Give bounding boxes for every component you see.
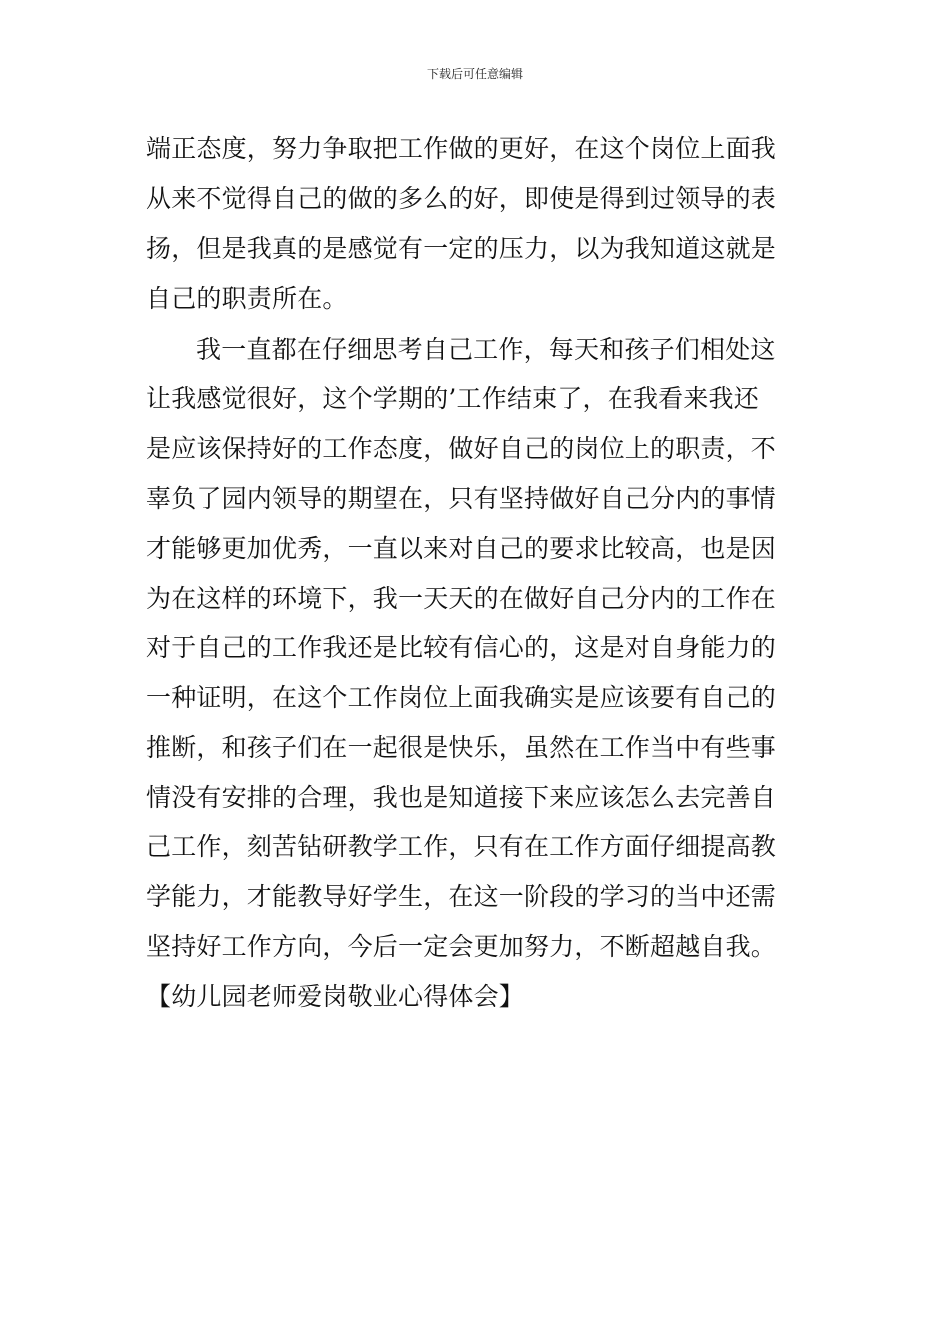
text-line: 才能够更加优秀，一直以来对自己的要求比较高，也是因 xyxy=(146,534,777,563)
text-line: 对于自己的工作我还是比较有信心的，这是对自身能力的 xyxy=(146,633,777,662)
text-line: 为在这样的环境下，我一天天的在做好自己分内的工作在 xyxy=(146,584,777,613)
text-line: 学能力，才能教导好学生，在这一阶段的学习的当中还需 xyxy=(146,882,777,911)
text-line: 是应该保持好的工作态度，做好自己的岗位上的职责，不 xyxy=(146,434,777,463)
text-line: 推断，和孩子们在一起很是快乐，虽然在工作当中有些事 xyxy=(146,733,777,762)
text-line: 一种证明，在这个工作岗位上面我确实是应该要有自己的 xyxy=(146,683,777,712)
text-line: 端正态度，努力争取把工作做的更好，在这个岗位上面我 xyxy=(146,134,777,163)
page-header: 下载后可任意编辑 xyxy=(426,67,523,81)
section-title: 【幼儿园老师爱岗敬业心得体会】 xyxy=(146,982,525,1011)
text-line: 己工作，刻苦钻研教学工作，只有在工作方面仔细提高教 xyxy=(146,832,777,861)
paragraph-first-line: 我一直都在仔细思考自己工作，每天和孩子们相处这 xyxy=(196,335,776,364)
text-line: 从来不觉得自己的做的多么的好，即使是得到过领导的表 xyxy=(146,184,777,213)
text-line: 坚持好工作方向，今后一定会更加努力，不断超越自我。 xyxy=(146,932,777,961)
text-line: 情没有安排的合理，我也是知道接下来应该怎么去完善自 xyxy=(146,783,777,812)
text-line: 辜负了园内领导的期望在，只有坚持做好自己分内的事情 xyxy=(146,484,777,513)
text-line: 扬，但是我真的是感觉有一定的压力，以为我知道这就是 xyxy=(146,234,777,263)
text-line: 让我感觉很好，这个学期的’工作结束了，在我看来我还 xyxy=(146,384,759,413)
text-line: 自己的职责所在。 xyxy=(146,284,348,313)
